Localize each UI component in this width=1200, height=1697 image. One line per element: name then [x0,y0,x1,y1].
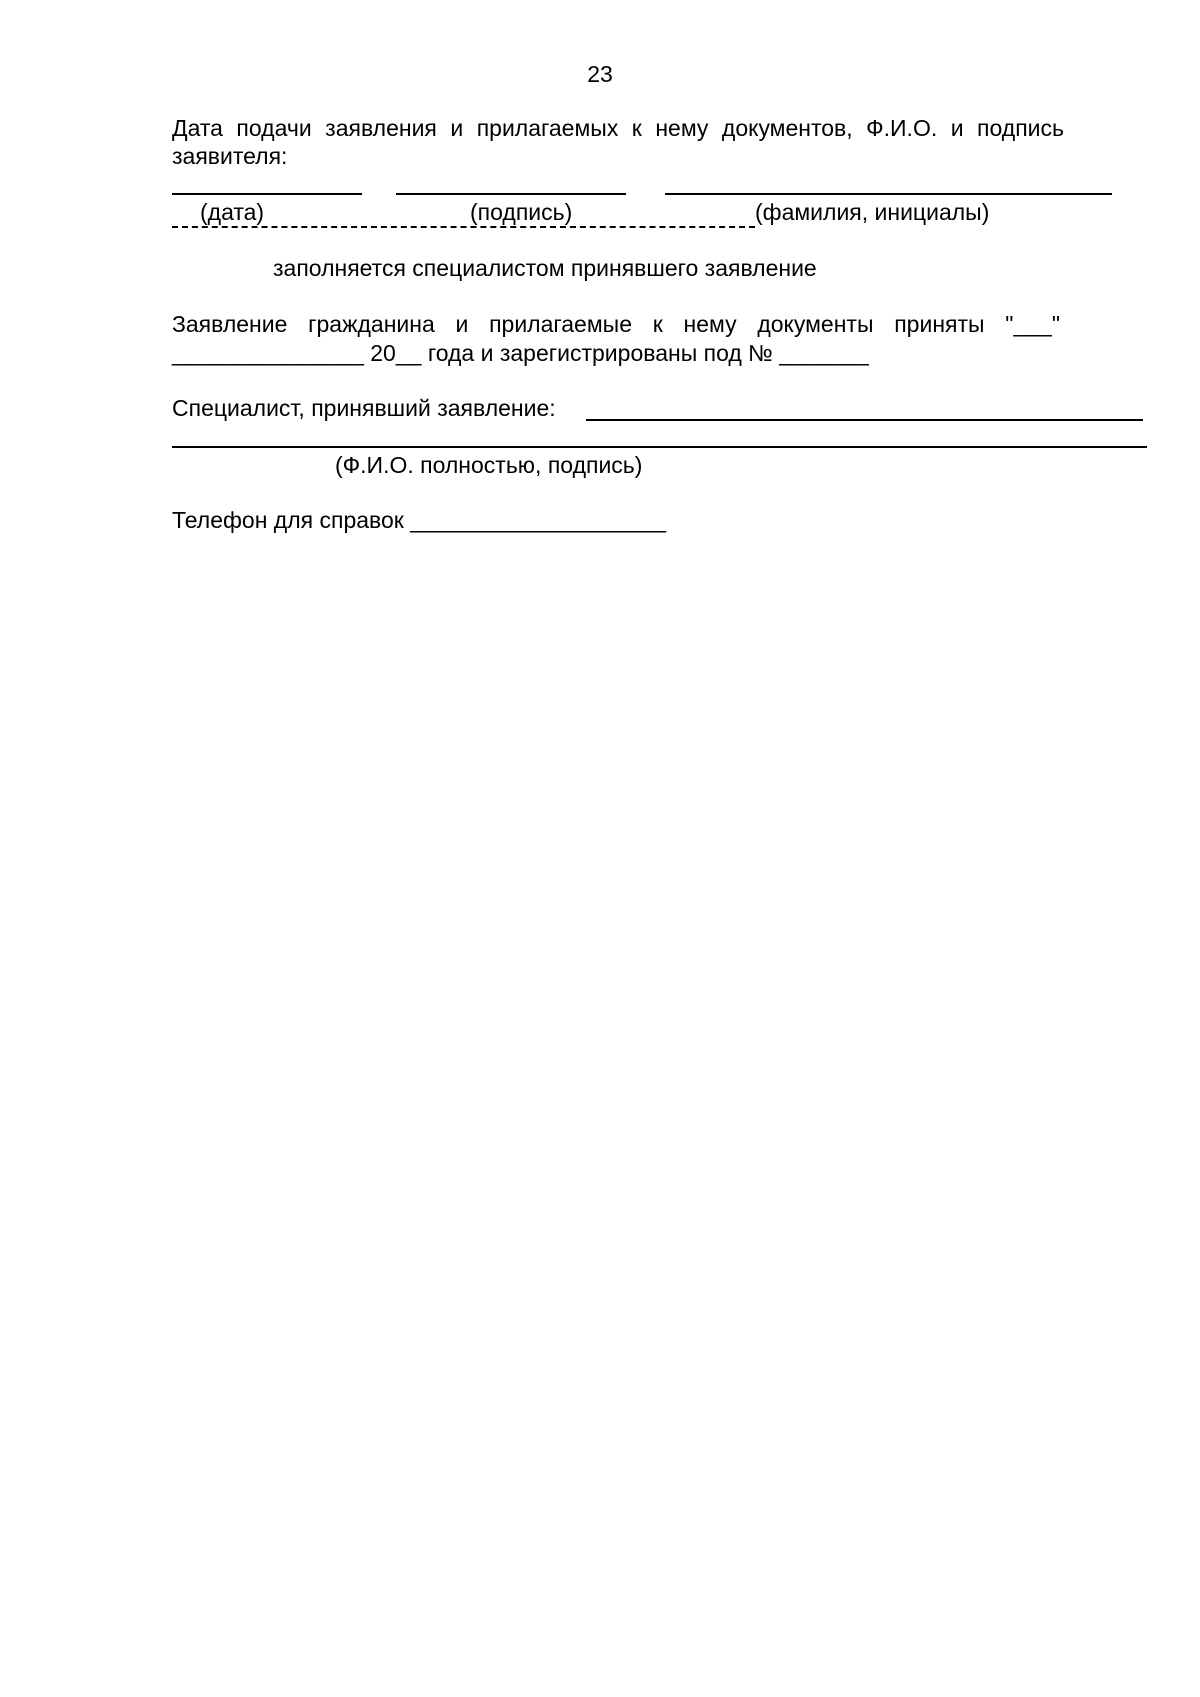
specialist-label: Специалист, принявший заявление: [172,395,556,421]
signature-line [396,193,626,195]
date-signature-line [172,193,362,195]
page-number: 23 [587,61,613,87]
applicant-date-text-line2: заявителя: [172,143,288,169]
phone-label: Телефон для справок ____________________ [172,507,667,533]
acceptance-text-line1: Заявление гражданина и прилагаемые к нему документы приняты "___" [172,311,1060,337]
caption-signature: (подпись) [470,199,573,225]
specialist-full-line [172,446,1147,448]
applicant-date-text-line1: Дата подачи заявления и прилагаемых к нему документов, Ф.И.О. и подпись [172,115,1064,141]
caption-name: (фамилия, инициалы) [755,199,990,225]
specialist-fill-note: заполняется специалистом принявшего заявление [273,255,817,281]
caption-date: (дата) [200,199,265,225]
dashed-separator [172,226,755,228]
name-line [665,193,1112,195]
acceptance-text-line2: _______________ 20__ года и зарегистрированы под № _______ [172,340,869,366]
specialist-name-line [586,419,1143,421]
caption-specialist: (Ф.И.О. полностью, подпись) [335,452,643,478]
